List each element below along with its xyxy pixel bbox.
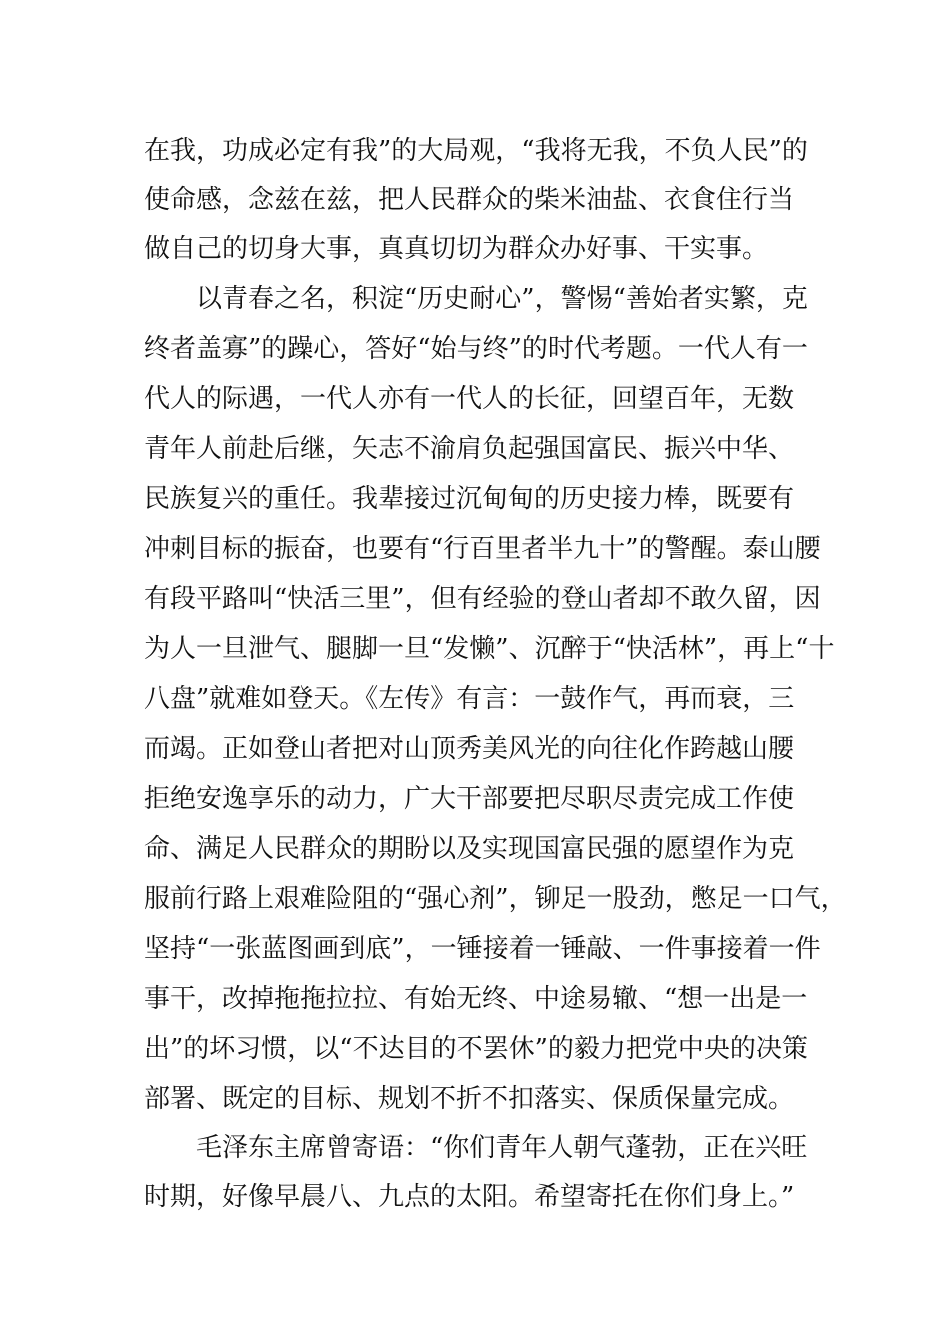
text-line-16: 服前行路上艰难险阻的“强心剂”，铆足一股劲，憋足一口气，: [144, 884, 847, 914]
text-line-15: 命、满足人民群众的期盼以及实现国富民强的愿望作为克: [144, 834, 795, 864]
text-line-10: 有段平路叫“快活三里”，但有经验的登山者却不敢久留，因: [144, 584, 821, 614]
text-line-13: 而竭。正如登山者把对山顶秀美风光的向往化作跨越山腰: [144, 734, 795, 764]
text-line-6: 代人的际遇，一代人亦有一代人的长征，回望百年，无数: [144, 384, 795, 414]
text-line-22: 时期，好像早晨八、九点的太阳。希望寄托在你们身上。”: [144, 1182, 795, 1212]
text-line-17: 坚持“一张蓝图画到底”，一锤接着一锤敲、一件事接着一件: [144, 934, 821, 964]
text-line-9: 冲刺目标的振奋，也要有“行百里者半九十”的警醒。泰山腰: [144, 534, 821, 564]
text-line-11: 为人一旦泄气、腿脚一旦“发懒”、沉醉于“快活林”，再上“十: [144, 634, 835, 664]
text-line-1: 在我，功成必定有我”的大局观，“我将无我，不负人民”的: [144, 136, 808, 166]
paragraph-start-line-21: 毛泽东主席曾寄语：“你们青年人朝气蓬勃，正在兴旺: [196, 1133, 808, 1163]
text-line-14: 拒绝安逸享乐的动力，广大干部要把尽职尽责完成工作使: [144, 784, 795, 814]
text-line-2: 使命感，念兹在兹，把人民群众的柴米油盐、衣食住行当: [144, 185, 795, 215]
text-line-20: 部署、既定的目标、规划不折不扣落实、保质保量完成。: [144, 1084, 795, 1114]
paragraph-start-line-4: 以青春之名，积淀“历史耐心”，警惕“善始者实繁，克: [196, 284, 808, 314]
text-line-3: 做自己的切身大事，真真切切为群众办好事、干实事。: [144, 234, 769, 264]
text-line-12: 八盘”就难如登天。《左传》有言：一鼓作气，再而衰，三: [144, 684, 795, 714]
text-line-19: 出”的坏习惯，以“不达目的不罢休”的毅力把党中央的决策: [144, 1034, 808, 1064]
text-line-7: 青年人前赴后继，矢志不渝肩负起强国富民、振兴中华、: [144, 434, 795, 464]
text-line-5: 终者盖寡”的躁心，答好“始与终”的时代考题。一代人有一: [144, 334, 808, 364]
text-line-18: 事干，改掉拖拖拉拉、有始无终、中途易辙、“想一出是一: [144, 984, 808, 1014]
text-line-8: 民族复兴的重任。我辈接过沉甸甸的历史接力棒，既要有: [144, 484, 795, 514]
